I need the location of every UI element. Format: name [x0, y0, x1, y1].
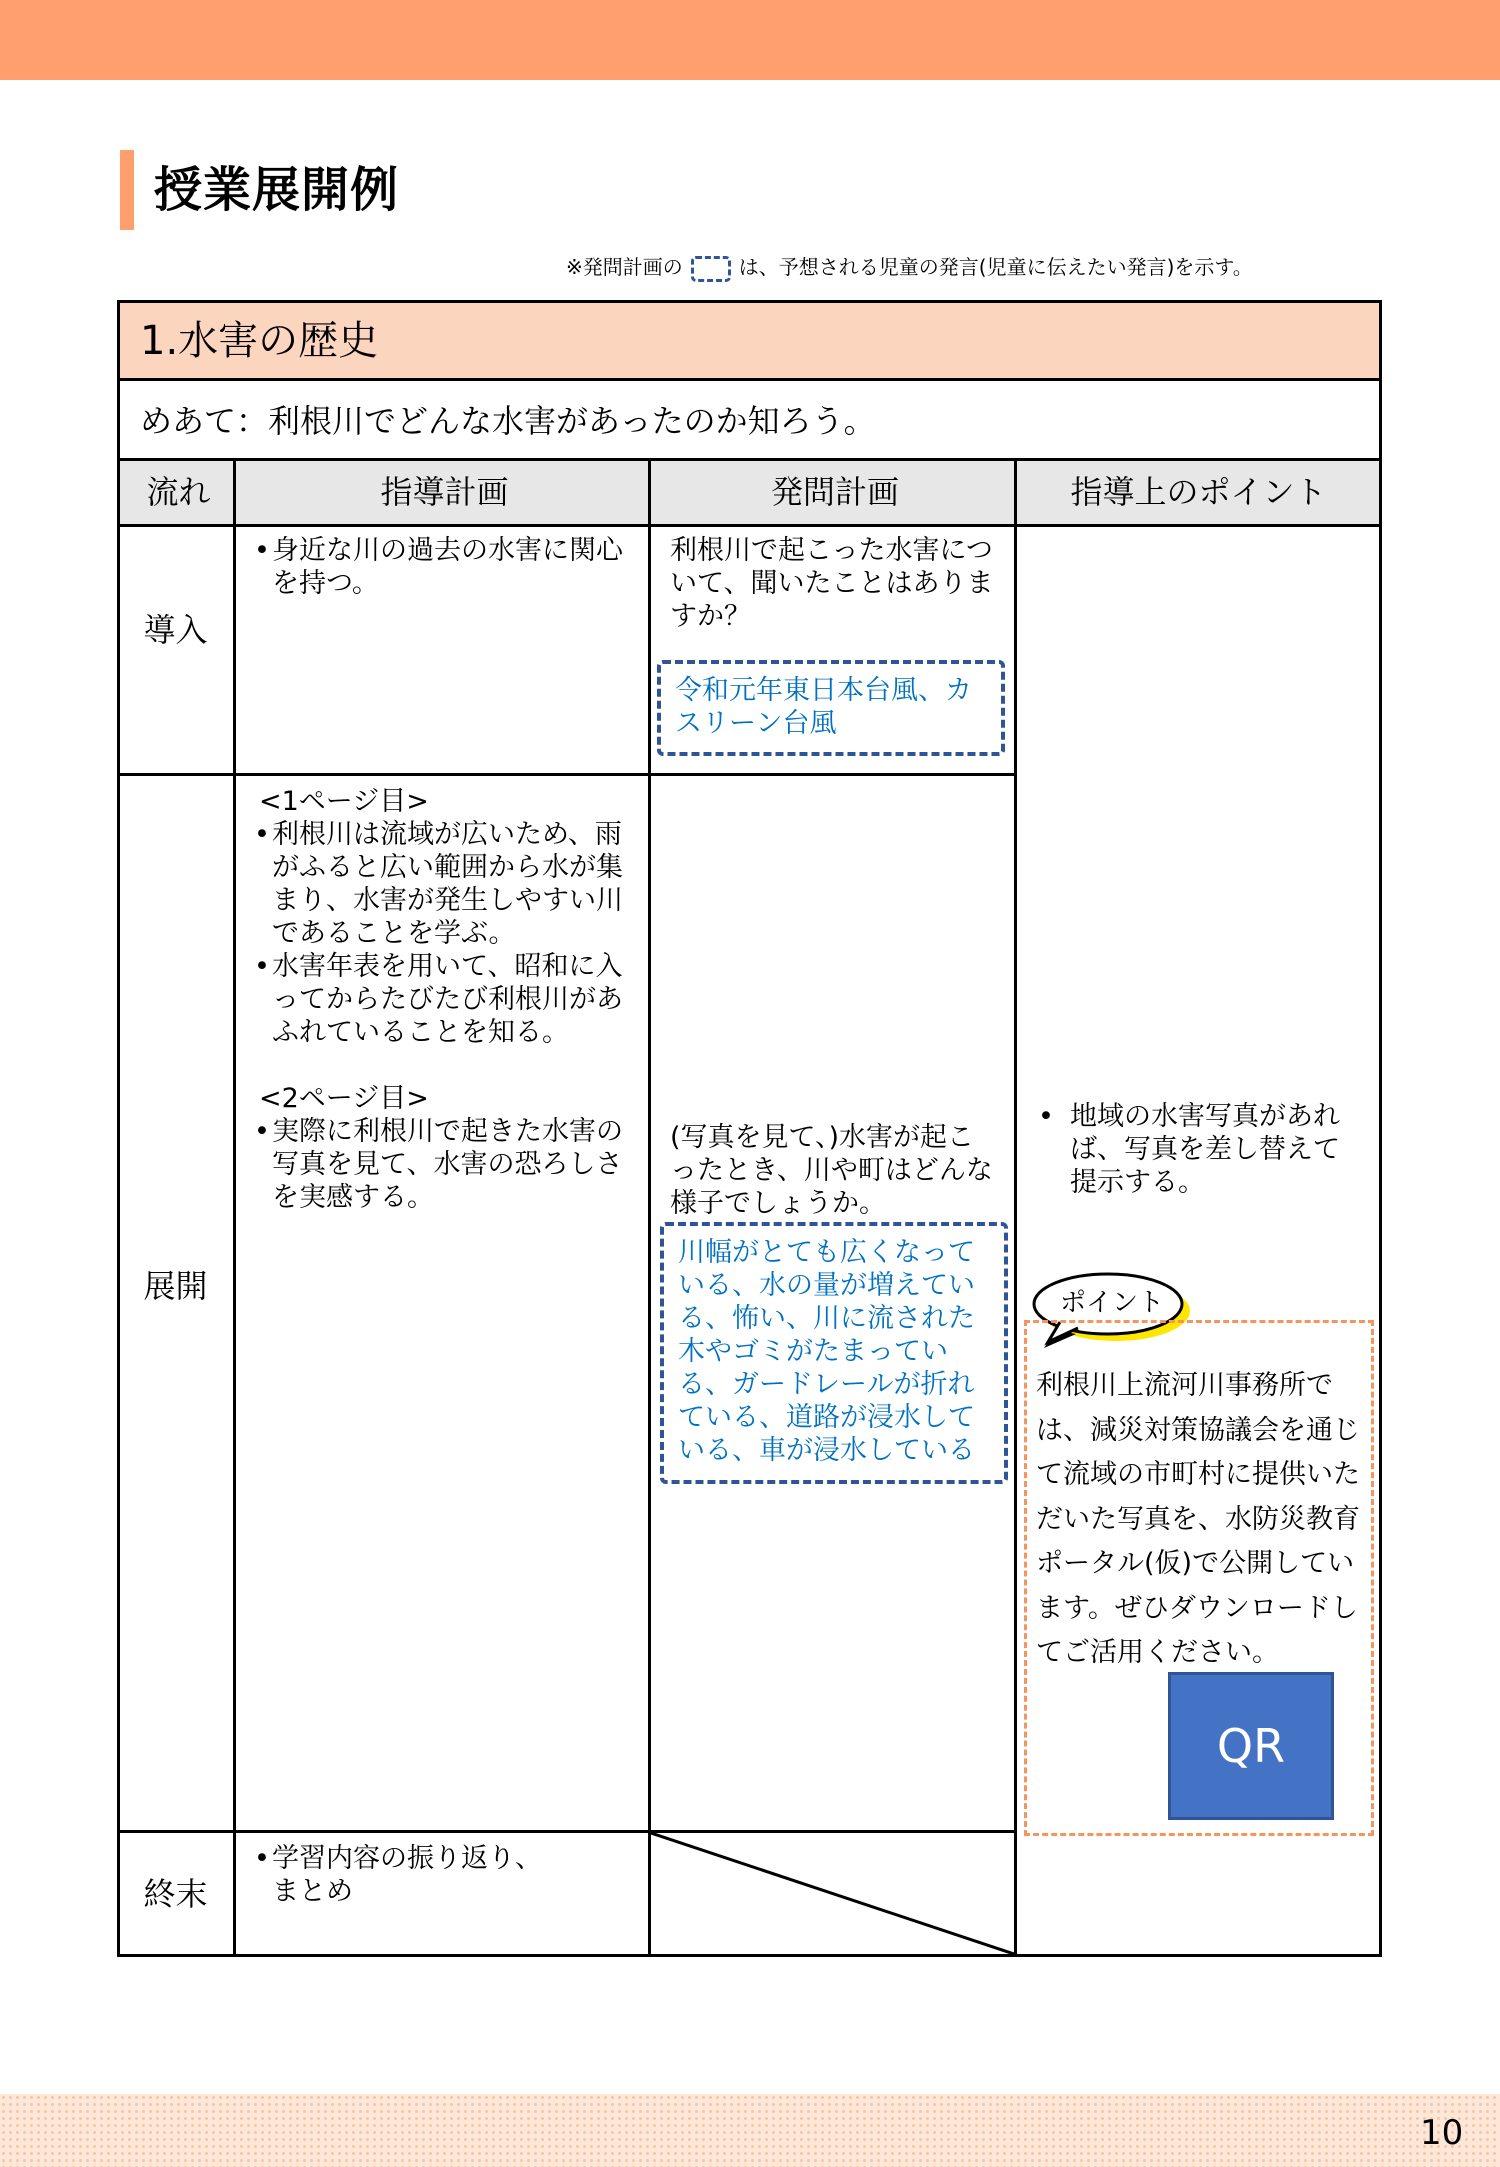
- footer-pattern-band: [0, 2094, 1500, 2167]
- legend-note-after: は、予想される児童の発言(児童に伝えたい発言)を示す。: [738, 255, 1253, 279]
- point-bubble-label: ポイント: [1060, 1288, 1165, 1318]
- empty-cell-slash: [651, 1833, 1014, 1954]
- plan-page2-heading: <2ページ目>: [259, 1083, 429, 1114]
- stage-intro: 導入: [143, 611, 208, 649]
- lesson-title: 1.水害の歴史: [140, 318, 379, 364]
- legend-note: [566, 252, 1253, 282]
- development-plan-list: [254, 785, 634, 1214]
- divider-row-intro: [117, 773, 1014, 776]
- plan-page1-heading: <1ページ目>: [259, 786, 429, 817]
- intro-question: 利根川で起こった水害について、聞いたことはありますか？: [670, 535, 994, 632]
- header-flow: 流れ: [146, 473, 211, 511]
- header-plan: 指導計画: [380, 473, 509, 511]
- legend-note-before: ※発問計画の: [566, 255, 683, 279]
- points-item-1: • 地域の水害写真があれば、写真を差し替えて提示する。: [1032, 1100, 1364, 1199]
- plan-page1-item-2: • 水害年表を用いて、昭和に入ってからたびたび利根川があふれていることを知る。: [254, 950, 634, 1049]
- divider-col-1: [233, 458, 236, 1954]
- divider-col-3: [1014, 458, 1017, 1954]
- heading-accent-bar: [120, 150, 134, 230]
- divider-col-2: [648, 458, 651, 1954]
- header-question: 発問計画: [770, 473, 899, 511]
- lesson-goal: めあて：利根川でどんな水害があったのか知ろう。: [140, 402, 876, 440]
- intro-plan-item: • 身近な川の過去の水害に関心を持つ。: [254, 534, 624, 600]
- stage-ending: 終末: [143, 1875, 208, 1913]
- plan-page1-item-1: • 利根川は流域が広いため、雨がふると広い範囲から水が集まり、水害が発生しやすい川であることを学ぶ。: [254, 818, 634, 950]
- ending-plan-item: • 学習内容の振り返り、まとめ: [254, 1842, 554, 1908]
- development-answer-box: 川幅がとても広くなっている、水の量が増えている、怖い、川に流された木やゴミがたまっている、ガードレールが折れている、道路が浸水している、車が浸水している: [660, 1222, 1008, 1484]
- top-accent-bar: [0, 0, 1500, 80]
- table-header-row: [120, 461, 1379, 527]
- qr-code-placeholder: QR: [1168, 1672, 1334, 1820]
- development-question: (写真を見て、)水害が起こったとき、川や町はどんな様子でしょうか。: [670, 1122, 993, 1219]
- lesson-title-row: [120, 303, 1379, 381]
- lesson-goal-row: [120, 381, 1379, 461]
- ending-plan-list: [254, 1842, 554, 1908]
- points-list: [1032, 1100, 1364, 1199]
- point-info-text: 利根川上流河川事務所では、減災対策協議会を通じて流域の市町村に提供いただいた写真を、水防災教育ポータル(仮)で公開しています。ぜひダウンロードしてご活用ください。: [1036, 1370, 1360, 1668]
- plan-page2-item-1: • 実際に利根川で起きた水害の写真を見て、水害の恐ろしさを実感する。: [254, 1115, 634, 1214]
- header-points: 指導上のポイント: [1070, 473, 1327, 511]
- intro-plan-list: [254, 534, 624, 600]
- stage-development: 展開: [143, 1267, 208, 1305]
- page-number: 10: [1420, 2113, 1464, 2153]
- page-heading: 授業展開例: [154, 162, 400, 218]
- dashed-box-legend-icon: [691, 256, 731, 282]
- intro-answer-box: 令和元年東日本台風、カスリーン台風: [657, 660, 1005, 756]
